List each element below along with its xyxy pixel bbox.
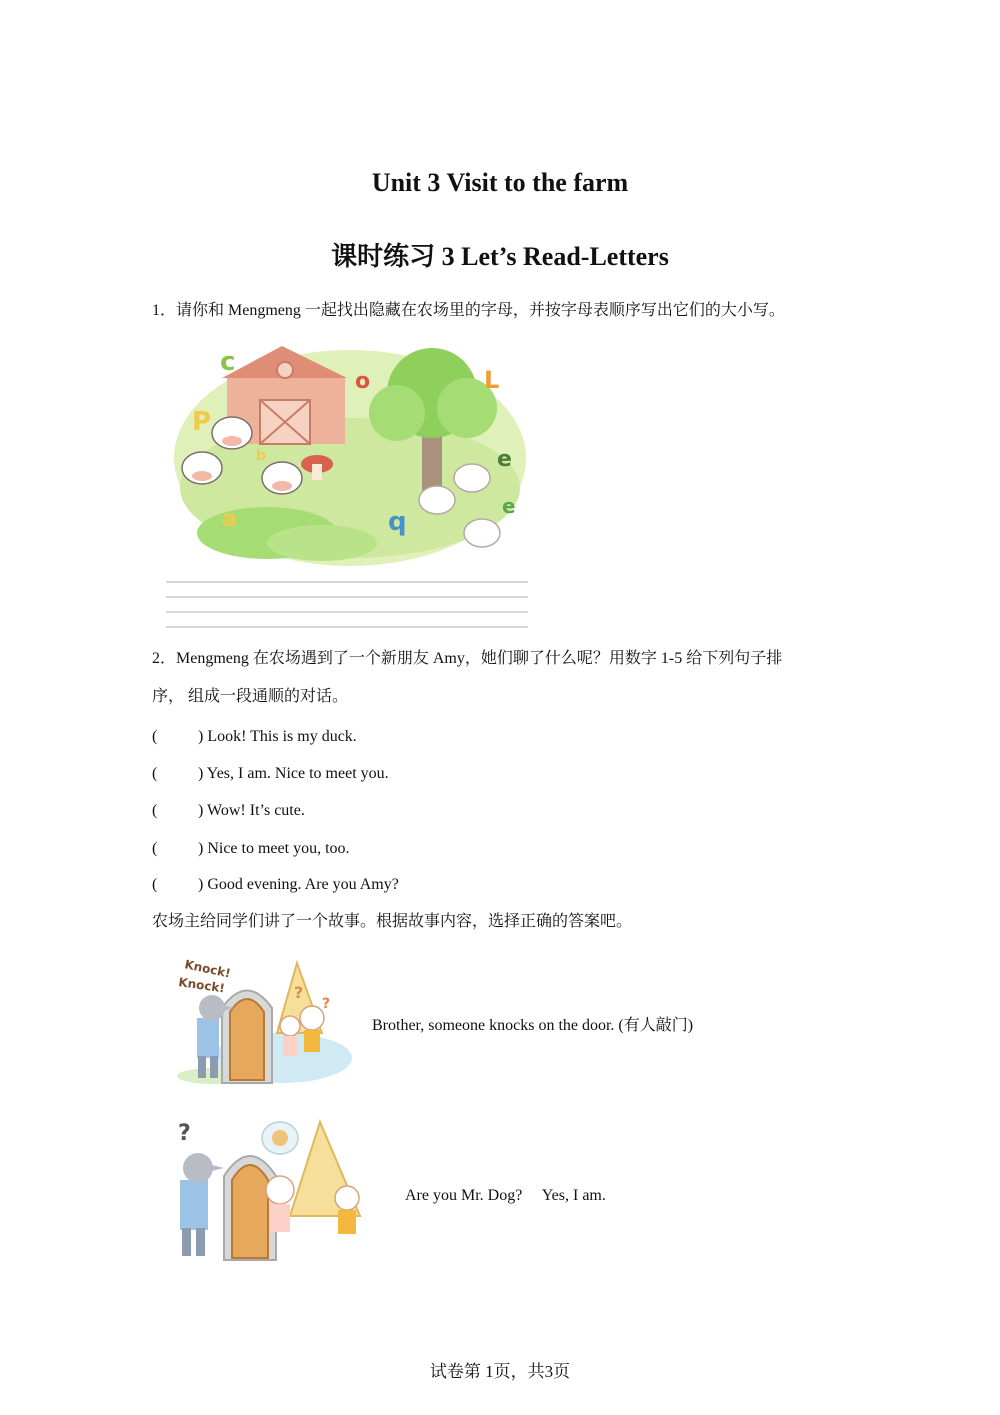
question-mark-icon: ?	[294, 983, 304, 1002]
question-3-intro: 农场主给同学们讲了一个故事。根据故事内容，选择正确的答案吧。	[152, 913, 633, 930]
answer-blank[interactable]: (	[152, 840, 158, 857]
dialogue-sentence: Nice to meet you, too.	[207, 840, 350, 857]
hidden-letter-a: a	[222, 507, 237, 532]
story-caption-2: Are you Mr. Dog? Yes, I am.	[405, 1187, 606, 1204]
dialogue-sentence: Yes, I am. Nice to meet you.	[206, 765, 389, 782]
list-item: ( ) Yes, I am. Nice to meet you.	[152, 765, 389, 782]
dialogue-sentence: Look! This is my duck.	[207, 728, 357, 745]
wolf-at-door-image	[172, 948, 352, 1088]
hidden-letter-q: q	[388, 507, 407, 537]
hidden-letter-l: L	[484, 366, 500, 394]
list-item: ( ) Good evening. Are you Amy?	[152, 876, 399, 893]
answer-blank[interactable]: (	[152, 728, 158, 745]
list-item: ( ) Wow! It’s cute.	[152, 802, 305, 819]
hidden-letter-p: P	[192, 407, 212, 437]
list-item: ( ) Nice to meet you, too.	[152, 840, 350, 857]
writing-line-1[interactable]	[166, 581, 528, 583]
question-1-text: 1．请你和 Mengmeng 一起找出隐藏在农场里的字母，并按字母表顺序写出它们的大小写。	[152, 302, 785, 319]
question-2-line1: 2．Mengmeng 在农场遇到了一个新朋友 Amy，她们聊了什么呢？用数字 1-5 给下列句子排	[152, 650, 783, 667]
list-item: ( ) Look! This is my duck.	[152, 728, 357, 745]
page-title: Unit 3 Visit to the farm	[371, 168, 629, 197]
question-2-line2: 序， 组成一段通顺的对话。	[152, 688, 349, 705]
page-subtitle: 课时练习 3 Let’s Read-Letters	[331, 242, 669, 271]
hidden-letter-o: o	[355, 369, 371, 394]
writing-line-3[interactable]	[166, 611, 528, 613]
hidden-letter-e1: e	[497, 447, 512, 472]
story-panel-1	[172, 948, 352, 1088]
story-panel-2	[172, 1118, 384, 1262]
dialogue-sentence: Good evening. Are you Amy?	[207, 876, 399, 893]
hidden-letter-e2: e	[502, 494, 516, 518]
hidden-letter-c: c	[220, 347, 236, 377]
dialogue-sentence: Wow! It’s cute.	[207, 802, 305, 819]
answer-blank[interactable]: (	[152, 802, 158, 819]
story-caption-1: Brother, someone knocks on the door. (有人敲门)	[372, 1017, 694, 1034]
knock-text-2: Knock!	[177, 975, 226, 996]
writing-line-2[interactable]	[166, 596, 528, 598]
question-mark-icon: ?	[178, 1121, 191, 1146]
answer-blank[interactable]: (	[152, 765, 158, 782]
page-footer: 试卷第 1页，共3页	[429, 1362, 571, 1381]
answer-blank[interactable]: (	[152, 876, 158, 893]
question-mark-icon: ?	[322, 996, 331, 1012]
knock-text-1: Knock!	[183, 957, 232, 981]
farm-scene-image	[172, 338, 528, 568]
hidden-letter-b: b	[256, 448, 267, 464]
writing-line-4[interactable]	[166, 626, 528, 628]
farm-illustration	[172, 338, 528, 568]
wolf-and-rabbits-image	[172, 1118, 384, 1262]
